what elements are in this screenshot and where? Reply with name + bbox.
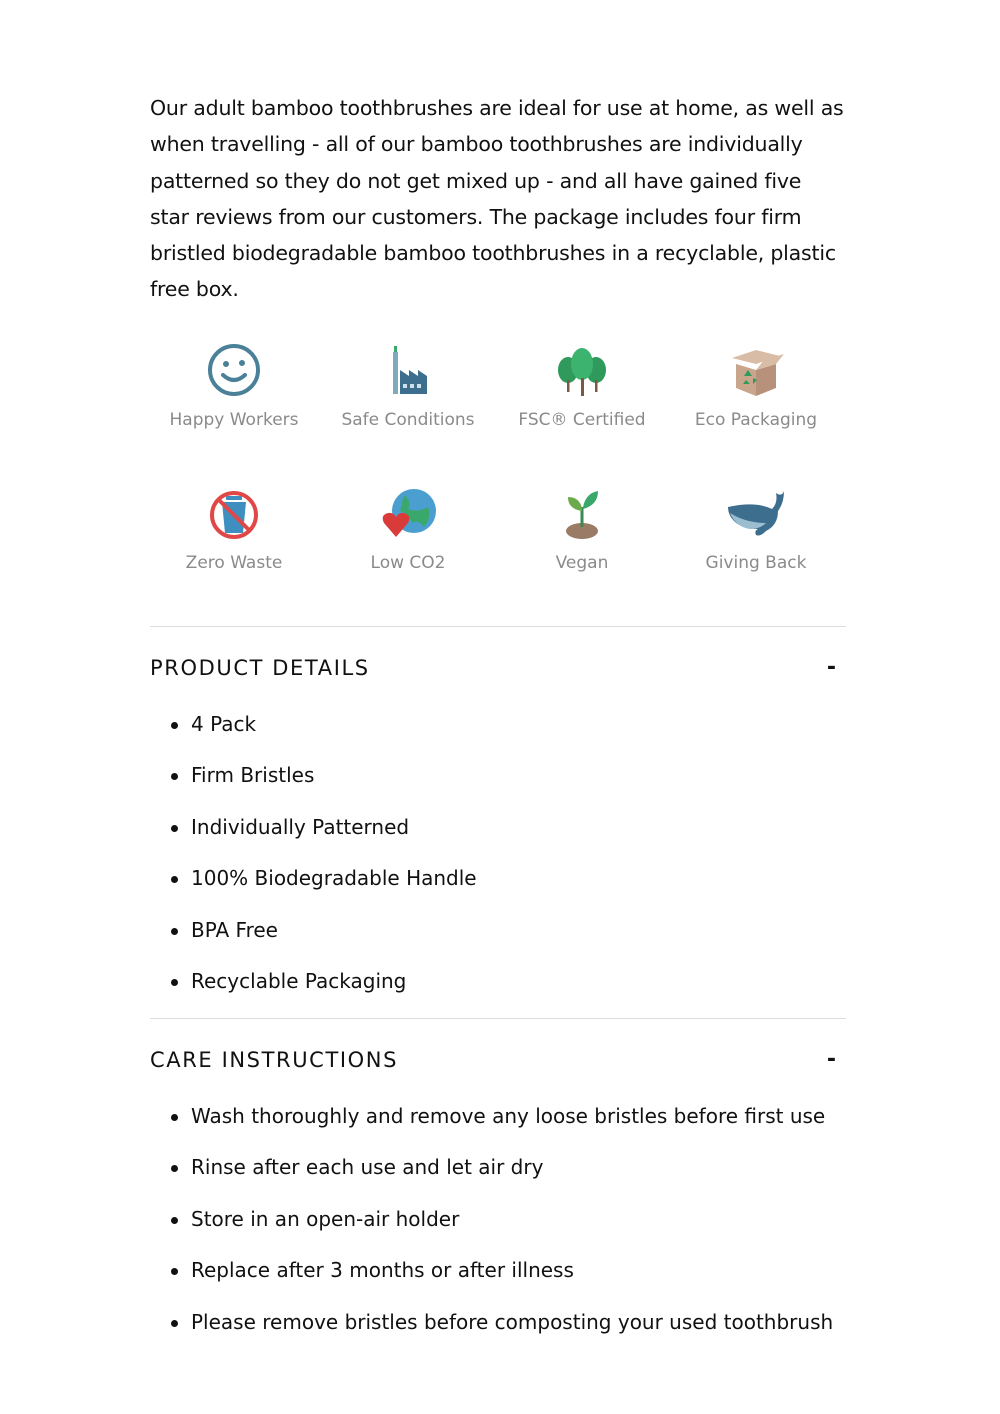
list-item: BPA Free xyxy=(191,915,846,967)
badge-label: Happy Workers xyxy=(169,409,299,430)
product-details-header[interactable] xyxy=(150,627,846,709)
list-item: Wash thoroughly and remove any loose bristles before first use xyxy=(191,1101,846,1153)
list-item: Store in an open-air holder xyxy=(191,1204,846,1256)
badge-giving-back xyxy=(669,483,843,626)
collapse-toggle[interactable]: - xyxy=(826,655,836,681)
sprout-icon xyxy=(552,483,612,543)
product-details-list xyxy=(150,709,846,1018)
badge-label: Vegan xyxy=(555,552,609,573)
section-title: PRODUCT DETAILS xyxy=(150,655,370,680)
list-item: Firm Bristles xyxy=(191,760,846,812)
badge-zero-waste xyxy=(147,483,321,626)
smiley-face-icon xyxy=(204,340,264,400)
badge-happy-workers xyxy=(147,340,321,483)
badge-vegan xyxy=(495,483,669,626)
intro-paragraph: Our adult bamboo toothbrushes are ideal for use at home, as well as when travelling - all of our bamboo toothbrushes are individually patterned so they do not get mixed up - and all have gained five star reviews from our customers. The package includes four firm bristled biodegradable bamboo toothbrushes in a recyclable, plastic free box. xyxy=(150,96,844,302)
section-title: CARE INSTRUCTIONS xyxy=(150,1047,399,1072)
list-item: 100% Biodegradable Handle xyxy=(191,863,846,915)
collapse-toggle[interactable]: - xyxy=(826,1047,836,1073)
list-item: 4 Pack xyxy=(191,709,846,761)
no-bin-icon xyxy=(204,483,264,543)
trees-icon xyxy=(552,340,612,400)
list-item: Individually Patterned xyxy=(191,812,846,864)
whale-icon xyxy=(726,483,786,543)
care-instructions-list xyxy=(150,1101,846,1359)
badge-label: Low CO2 xyxy=(370,552,446,573)
globe-heart-icon xyxy=(378,483,438,543)
feature-badges xyxy=(147,340,846,626)
factory-icon xyxy=(378,340,438,400)
list-item: Rinse after each use and let air dry xyxy=(191,1152,846,1204)
care-instructions-header[interactable] xyxy=(150,1019,846,1101)
badge-low-co2 xyxy=(321,483,495,626)
badge-label: Safe Conditions xyxy=(341,409,475,430)
badge-fsc-certified xyxy=(495,340,669,483)
recycle-box-icon xyxy=(726,340,786,400)
product-description xyxy=(150,90,846,1358)
list-item: Replace after 3 months or after illness xyxy=(191,1255,846,1307)
list-item: Recyclable Packaging xyxy=(191,966,846,1018)
badge-label: Zero Waste xyxy=(185,552,283,573)
badge-safe-conditions xyxy=(321,340,495,483)
list-item: Please remove bristles before composting your used toothbrush xyxy=(191,1307,846,1359)
badge-label: FSC® Certified xyxy=(518,409,646,430)
badge-label: Giving Back xyxy=(705,552,807,573)
badge-label: Eco Packaging xyxy=(694,409,818,430)
badge-eco-packaging xyxy=(669,340,843,483)
